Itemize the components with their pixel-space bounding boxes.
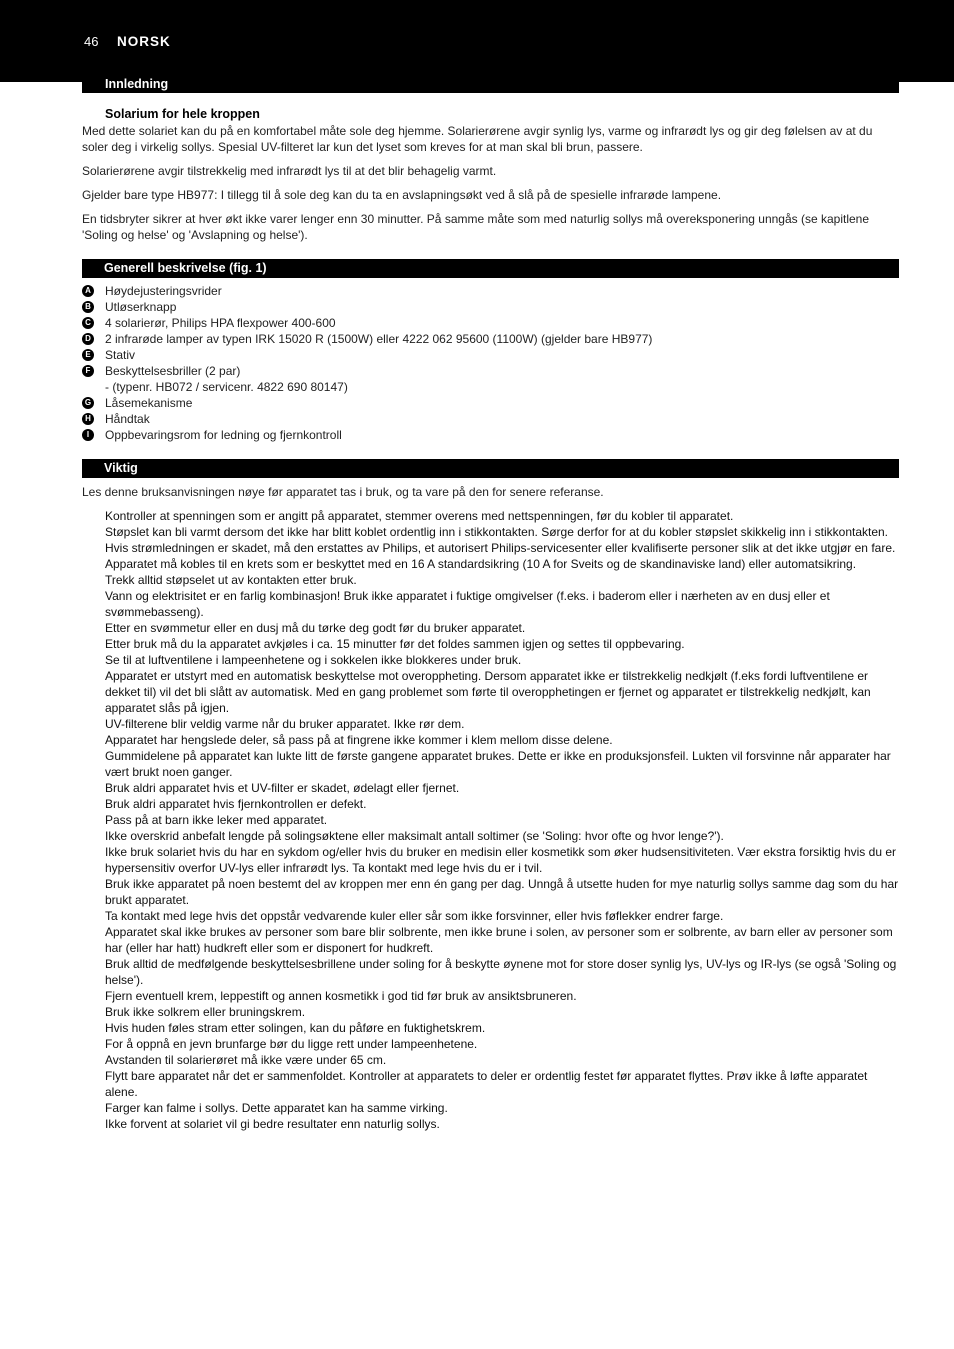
warning-item: Bruk ikke solkrem eller bruningskrem. [105, 1005, 306, 1019]
section-title: Viktig [104, 461, 138, 475]
warning-item: Vann og elektrisitet er en farlig kombinasjon! Bruk ikke apparatet i fuktige omgivelser (f.eks. i baderom eller i nærheten av en dusj eller et svømmebasseng). [105, 589, 830, 619]
warning-item: Trekk alltid støpselet ut av kontakten etter bruk. [105, 573, 357, 587]
section-header-important [82, 459, 899, 478]
warning-item: Flytt bare apparatet når det er sammenfoldet. Kontroller at apparatets to deler er ordentlig festet før apparatet flyttes. Prøv ikke å løfte apparatet alene. [105, 1069, 868, 1099]
section-header-intro [82, 74, 899, 93]
warning-item: Kontroller at spenningen som er angitt på apparatet, stemmer overens med nettspenningen, før du kobler til apparatet. [105, 509, 734, 523]
list-item [82, 331, 900, 347]
warning-item: Pass på at barn ikke leker med apparatet. [105, 813, 328, 827]
list-item [82, 283, 900, 299]
part-label: Oppbevaringsrom for ledning og fjernkontroll [105, 428, 342, 442]
parts-list [82, 283, 900, 443]
intro-paragraph: Med dette solariet kan du på en komfortabel måte sole deg hjemme. Solarierørene avgir synlig lys, varme og infrarødt lys og gir deg følelsen av at du soler deg i virkelig sollys. Spesial UV-filteret lar kun det lyset som kreves for at man skal bli brun, passere. [82, 124, 873, 154]
list-item [82, 395, 900, 411]
intro-paragraph: En tidsbryter sikrer at hver økt ikke varer lenger enn 30 minutter. På samme måte som med naturlig sollys må overeksponering unngås (se kapitlene 'Soling og helse' og 'Avslapning og helse'). [82, 212, 870, 242]
letter-badge: G [82, 397, 94, 409]
page-number: 46 [84, 34, 99, 49]
letter-badge: H [82, 413, 94, 425]
intro-subtitle: Solarium for hele kroppen [105, 107, 260, 121]
letter-badge: D [82, 333, 94, 345]
section-header-general [82, 259, 899, 278]
warning-item: Apparatet har hengslede deler, så pass på at fingrene ikke kommer i klem mellom disse delene. [105, 733, 613, 747]
warning-item: Ikke overskrid anbefalt lengde på solingsøktene eller maksimalt antall soltimer (se 'Soling: hvor ofte og hvor lenge?'). [105, 829, 724, 843]
warning-item: Hvis strømledningen er skadet, må den erstattes av Philips, et autorisert Philips-servicesenter eller kvalifiserte personer slik at det ikke utgjør en fare. [105, 541, 896, 555]
letter-badge: E [82, 349, 94, 361]
warning-item: Fjern eventuell krem, leppestift og annen kosmetikk i god tid før bruk av ansiktsbruneren. [105, 989, 577, 1003]
part-label: Låsemekanisme [105, 396, 193, 410]
part-label: Håndtak [105, 412, 150, 426]
list-item [82, 299, 900, 315]
warning-item: Apparatet må kobles til en krets som er beskyttet med en 16 A standardsikring (10 A for Sveits og de skandinaviske land) eller automatsikring. [105, 557, 857, 571]
letter-badge: A [82, 285, 94, 297]
warning-item: Etter en svømmetur eller en dusj må du tørke deg godt før du bruker apparatet. [105, 621, 526, 635]
warning-item: Bruk ikke apparatet på noen bestemt del av kroppen mer enn én gang per dag. Unngå å utsette huden for mye naturlig sollys samme dag som du har brukt apparatet. [105, 877, 899, 907]
part-label: 4 solarierør, Philips HPA flexpower 400-600 [105, 316, 336, 330]
warning-item: Apparatet er utstyrt med en automatisk beskyttelse mot overoppheting. Dersom apparatet ikke er tilstrekkelig nedkjølt (f.eks fordi luftventilene er dekket til) vil det bli slått av automatisk. Med en gang problemet som førte til overopphetingen er fjernet og apparatet er tilstrekkelig nedkjølt, kan apparatet slås på igjen. [105, 669, 871, 715]
list-item [82, 363, 900, 395]
intro-paragraph: Solarierørene avgir tilstrekkelig med infrarødt lys til at det blir behagelig varmt. [82, 164, 497, 178]
letter-badge: I [82, 429, 94, 441]
warning-item: Avstanden til solarierøret må ikke være under 65 cm. [105, 1053, 387, 1067]
part-label: Stativ [105, 348, 136, 362]
letter-badge: C [82, 317, 94, 329]
warning-item: UV-filterene blir veldig varme når du bruker apparatet. Ikke rør dem. [105, 717, 465, 731]
warning-item: Ta kontakt med lege hvis det oppstår vedvarende kuler eller sår som ikke forsvinner, eller hvis føflekker endrer farge. [105, 909, 724, 923]
list-item [82, 427, 900, 443]
language-heading: NORSK [117, 34, 171, 49]
part-label: Høydejusteringsvrider [105, 284, 222, 298]
part-label: Utløserknapp [105, 300, 177, 314]
warning-item: Farger kan falme i sollys. Dette apparatet kan ha samme virking. [105, 1101, 448, 1115]
warning-item: Gummidelene på apparatet kan lukte litt de første gangene apparatet brukes. Dette er ikke en produksjonsfeil. Lukten vil forsvinne når apparater har vært brukt noen ganger. [105, 749, 891, 779]
section-title: Generell beskrivelse (fig. 1) [104, 261, 267, 275]
intro-paragraph: Gjelder bare type HB977: I tillegg til å sole deg kan du ta en avslapningsøkt ved å slå på de spesielle infrarøde lampene. [82, 188, 722, 202]
warning-item: Hvis huden føles stram etter solingen, kan du påføre en fuktighetskrem. [105, 1021, 486, 1035]
warning-item: Apparatet skal ikke brukes av personer som bare blir solbrente, men ikke brune i solen, av personer som er solbrente, av barn eller av personer som har (eller har hatt) hudkreft eller som er disponert for hudkreft. [105, 925, 893, 955]
warning-item: Støpslet kan bli varmt dersom det ikke har blitt koblet ordentlig inn i stikkontakten. Sørge derfor for at du kobler støpslet skikkelig inn i stikkontakten. [105, 525, 889, 539]
list-item [82, 411, 900, 427]
warning-item: Se til at luftventilene i lampeenhetene og i sokkelen ikke blokkeres under bruk. [105, 653, 522, 667]
warning-item: Bruk aldri apparatet hvis et UV-filter er skadet, ødelagt eller fjernet. [105, 781, 460, 795]
part-sublabel: - (typenr. HB072 / servicenr. 4822 690 80147) [105, 380, 348, 394]
section-title: Innledning [105, 77, 169, 91]
important-lead: Les denne bruksanvisningen nøye før apparatet tas i bruk, og ta vare på den for senere referanse. [82, 485, 604, 499]
warning-item: Bruk alltid de medfølgende beskyttelsesbrillene under soling for å beskytte øynene mot for store doser synlig lys, UV-lys og IR-lys (se også 'Soling og helse'). [105, 957, 897, 987]
header-bar [0, 0, 954, 82]
warning-item: Ikke forvent at solariet vil gi bedre resultater enn naturlig sollys. [105, 1117, 440, 1131]
part-label: Beskyttelsesbriller (2 par) [105, 364, 241, 378]
warning-item: Bruk aldri apparatet hvis fjernkontrollen er defekt. [105, 797, 367, 811]
warnings-list [105, 508, 900, 1132]
letter-badge: F [82, 365, 94, 377]
part-label: 2 infrarøde lamper av typen IRK 15020 R (1500W) eller 4222 062 95600 (1100W) (gjelder bare HB977) [105, 332, 653, 346]
list-item [82, 347, 900, 363]
warning-item: For å oppnå en jevn brunfarge bør du ligge rett under lampeenhetene. [105, 1037, 478, 1051]
letter-badge: B [82, 301, 94, 313]
warning-item: Etter bruk må du la apparatet avkjøles i ca. 15 minutter før det foldes sammen igjen og settes til oppbevaring. [105, 637, 685, 651]
warning-item: Ikke bruk solariet hvis du har en sykdom og/eller hvis du bruker en medisin eller kosmetikk som øker hudsensitiviteten. Vær ekstra forsiktig hvis du er hypersensitiv overfor UV-lys eller infrarødt lys. Ta kontakt med lege hvis du er i tvil. [105, 845, 896, 875]
list-item [82, 315, 900, 331]
